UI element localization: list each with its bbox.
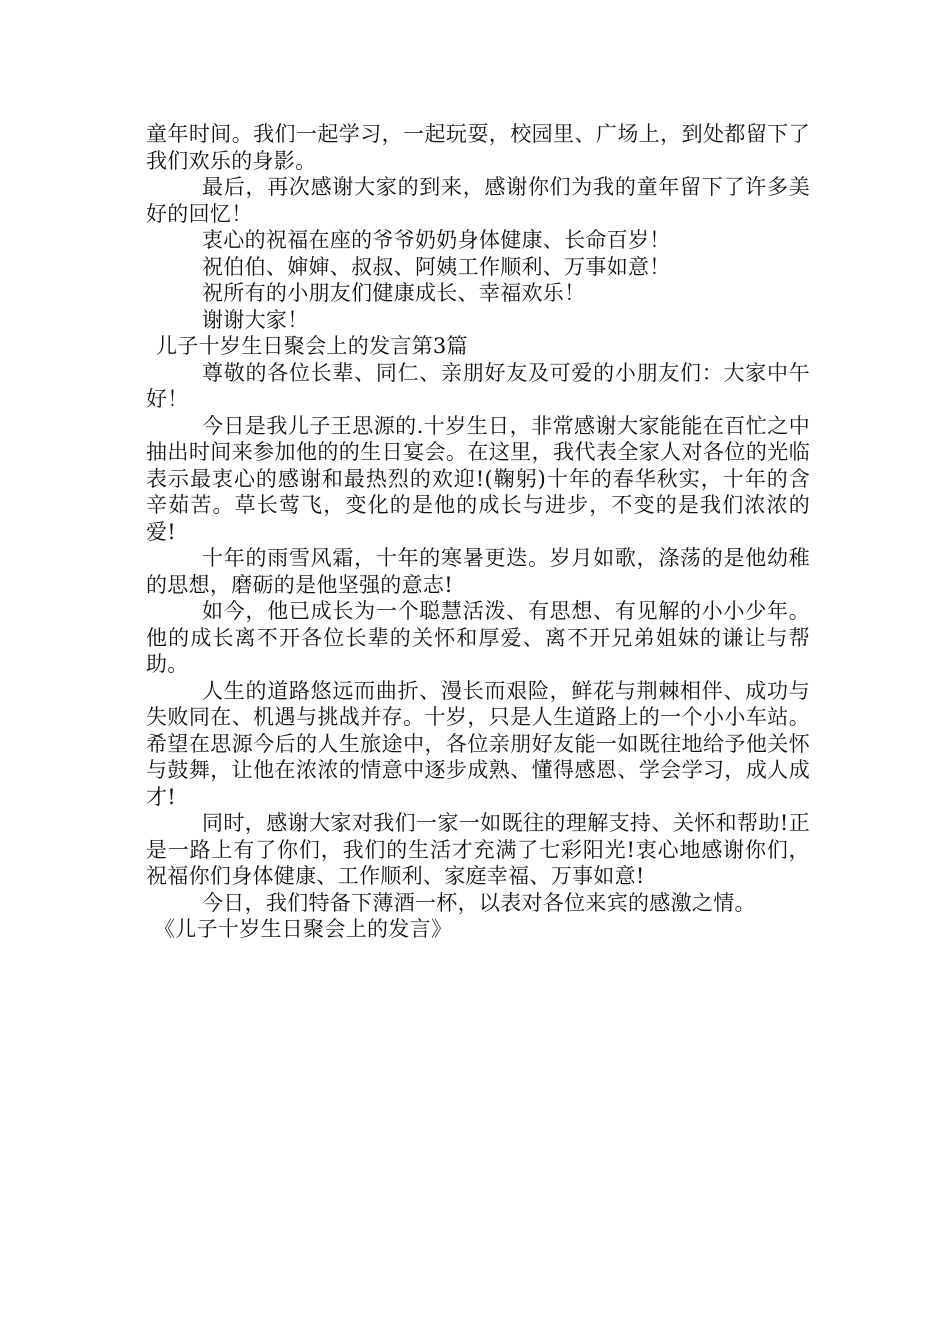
paragraph-3: 衷心的祝福在座的爷爷奶奶身体健康、长命百岁！ (202, 228, 671, 252)
paragraph-2: 最后，再次感谢大家的到来，感谢你们为我的童年留下了许多美好的回忆！ (146, 175, 810, 226)
paragraph-11: 人生的道路悠远而曲折、漫长而艰险，鲜花与荆棘相伴、成功与失败同在、机遇与挑战并存。十岁，只是人生道路上的一个小小车站。希望在思源今后的人生旅途中，各位亲朋好友能一如既往地给予他关怀与鼓舞，让他在浓浓的情意中逐步成熟、懂得感恩、学会学习，成人成才! (146, 678, 810, 809)
paragraph-4: 祝伯伯、婶婶、叔叔、阿姨工作顺利、万事如意！ (202, 254, 671, 279)
document-body (146, 121, 810, 943)
paragraph-7: 尊敬的各位长辈、同仁、亲朋好友及可爱的小朋友们：大家中午好！ (146, 360, 810, 411)
paragraph-13: 今日，我们特备下薄酒一杯，以表对各位来宾的感激之情。 (202, 890, 756, 915)
document-title-footer: 《儿子十岁生日聚会上的发言》 (154, 917, 453, 941)
paragraph-12: 同时，感谢大家对我们一家一如既往的理解支持、关怀和帮助!正是一路上有了你们，我们的生活才充满了七彩阳光!衷心地感谢你们，祝福你们身体健康、工作顺利、家庭幸福、万事如意! (146, 811, 810, 888)
section-heading: 儿子十岁生日聚会上的发言第3篇 (156, 334, 468, 358)
paragraph-5: 祝所有的小朋友们健康成长、幸福欢乐！ (202, 281, 586, 305)
paragraph-10: 如今，他已成长为一个聪慧活泼、有思想、有见解的小小少年。他的成长离不开各位长辈的关怀和厚爱、离不开兄弟姐妹的谦让与帮助。 (146, 599, 810, 676)
paragraph-6: 谢谢大家！ (202, 307, 309, 332)
paragraph-8: 今日是我儿子王思源的.十岁生日，非常感谢大家能能在百忙之中抽出时间来参加他的的生日宴会。在这里，我代表全家人对各位的光临表示最衷心的感谢和最热烈的欢迎!(鞠躬)十年的春华秋实，十年的含辛茹苦。草长莺飞，变化的是他的成长与进步，不变的是我们浓浓的爱! (146, 413, 810, 544)
paragraph-9: 十年的雨雪风霜，十年的寒暑更迭。岁月如歌，涤荡的是他幼稚的思想，磨砺的是他坚强的意志! (146, 546, 810, 597)
paragraph-1: 童年时间。我们一起学习，一起玩耍，校园里、广场上，到处都留下了我们欢乐的身影。 (146, 122, 810, 173)
